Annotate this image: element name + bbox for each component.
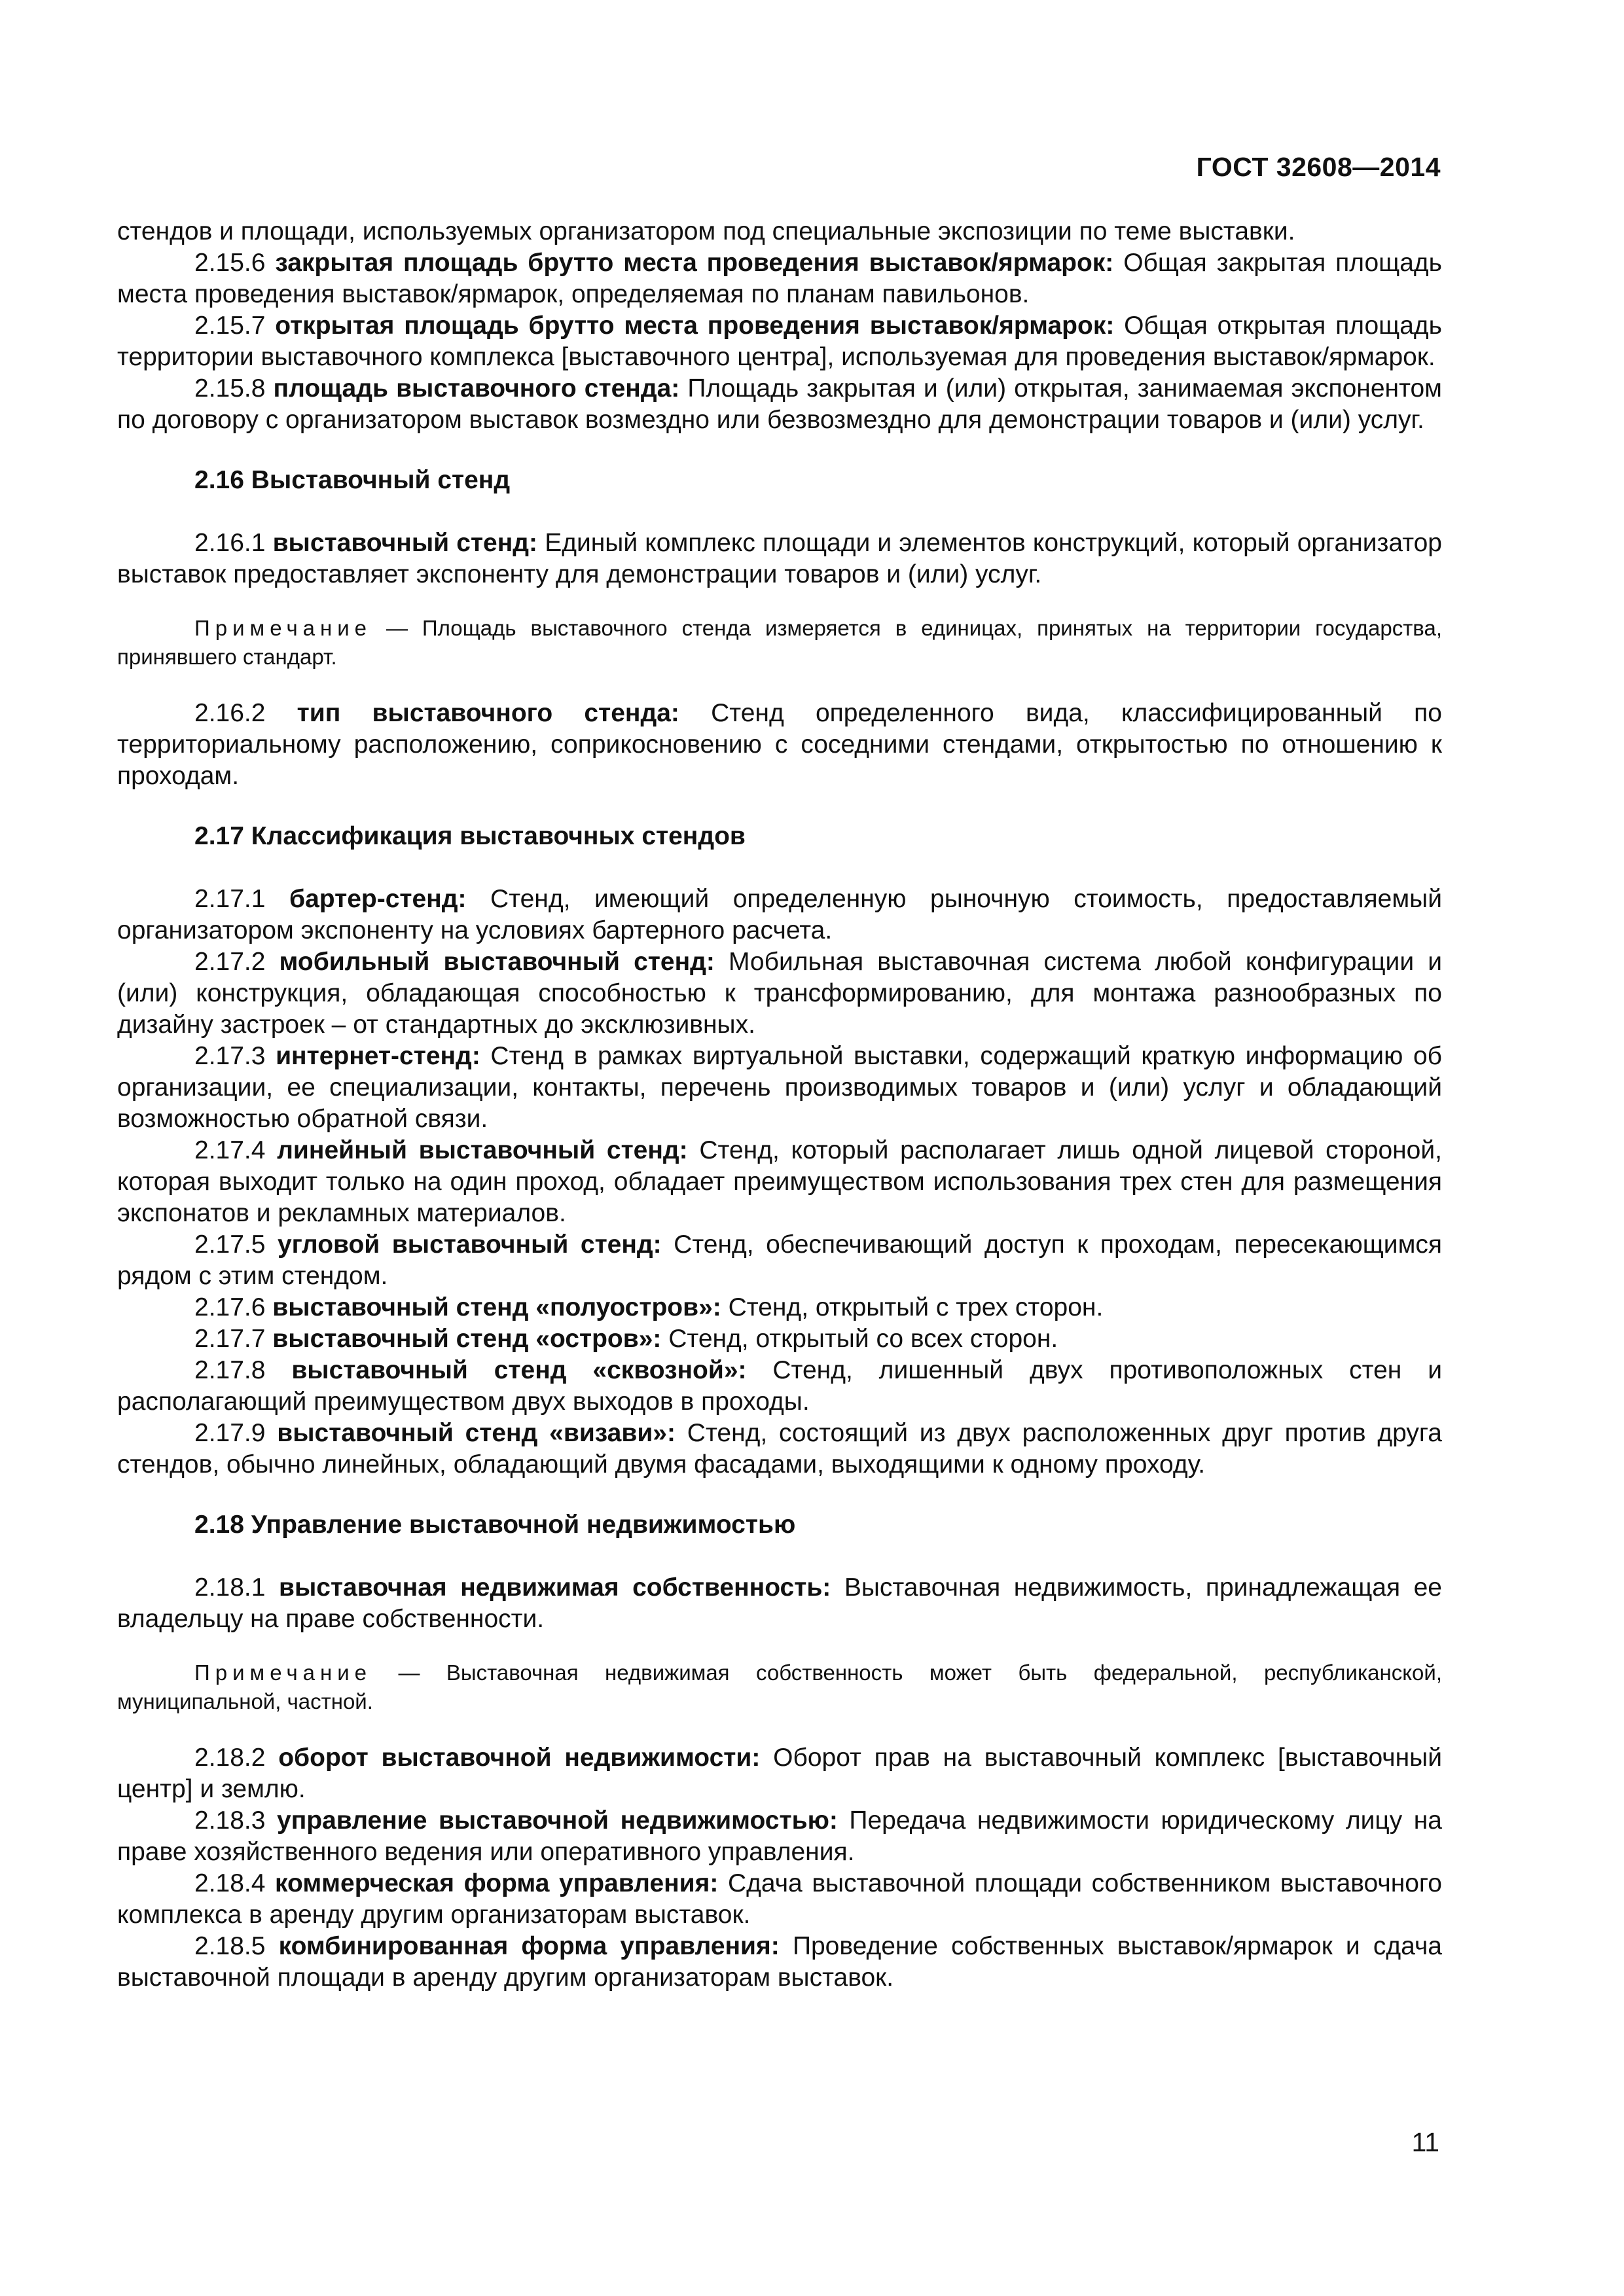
clause-number: 2.16.1 <box>194 529 273 557</box>
clause-number: 2.18.3 <box>194 1806 277 1835</box>
clause-term: оборот выставочной недвижимости: <box>278 1744 761 1772</box>
clause-definition: Площадь закрытая и (или) открытая, занимаемая экспонентом по договору с организатором выставок возмездно или безвозмездно для демонстрации товаров и (или) услуг. <box>117 374 1442 434</box>
clause-2-17-1 <box>117 884 1442 946</box>
clause-number: 2.17.8 <box>194 1356 292 1384</box>
clause-2-16-2 <box>117 698 1442 792</box>
clause-number: 2.17.4 <box>194 1136 278 1164</box>
clause-2-18-1 <box>117 1572 1442 1635</box>
clause-term: коммерческая форма управления: <box>275 1869 719 1897</box>
clause-number: 2.18.5 <box>194 1932 279 1960</box>
clause-number: 2.18.4 <box>194 1869 276 1897</box>
clause-2-17-3 <box>117 1041 1442 1135</box>
clause-definition: Стенд, состоящий из двух расположенных друг против друга стендов, обычно линейных, обладающий двумя фасадами, выходящими к одному проходу. <box>117 1419 1442 1479</box>
clause-2-15-6 <box>117 247 1442 310</box>
clause-term: тип выставочного стенда: <box>297 699 679 727</box>
clause-definition: Стенд в рамках виртуальной выставки, содержащий краткую информацию об организации, ее специализации, контакты, перечень производимых товаров и (или) услуг и обладающий возможностью обратной связи. <box>117 1042 1442 1133</box>
clause-definition: Стенд, лишенный двух противоположных стен и располагающий преимуществом двух выходов в проходы. <box>117 1356 1442 1416</box>
clause-number: 2.15.6 <box>194 249 276 277</box>
clause-definition: Общая открытая площадь территории выставочного комплекса [выставочного центра], используемая для проведения выставок/ярмарок. <box>117 312 1442 371</box>
clause-term: управление выставочной недвижимостью: <box>277 1806 838 1835</box>
clause-term: интернет-стенд: <box>276 1042 480 1070</box>
clause-definition: Проведение собственных выставок/ярмарок и сдача выставочной площади в аренду другим организаторам выставок. <box>117 1932 1442 1992</box>
clause-definition: Общая закрытая площадь места проведения выставок/ярмарок, определяемая по планам павильонов. <box>117 249 1442 308</box>
section-heading-2-18: 2.18 Управление выставочной недвижимостью <box>194 1511 796 1539</box>
section-heading-2-17: 2.17 Классификация выставочных стендов <box>194 822 746 850</box>
clause-definition: Выставочная недвижимость, принадлежащая ее владельцу на праве собственности. <box>117 1573 1442 1633</box>
clause-term: бартер-стенд: <box>289 885 467 913</box>
clause-2-18-2 <box>117 1742 1442 1805</box>
clause-definition: Единый комплекс площади и элементов конструкций, который организатор выставок предоставляет экспоненту для демонстрации товаров и (или) услуг. <box>117 529 1442 588</box>
clause-2-17-8 <box>117 1355 1442 1418</box>
clause-number: 2.18.2 <box>194 1744 279 1772</box>
clause-2-15-8 <box>117 373 1442 436</box>
clause-number: 2.17.5 <box>194 1230 278 1259</box>
clause-term: выставочный стенд «остров»: <box>272 1325 662 1353</box>
clause-2-15-7 <box>117 310 1442 373</box>
clause-number: 2.17.9 <box>194 1419 278 1447</box>
clause-2-17-4 <box>117 1135 1442 1229</box>
clause-2-18-5 <box>117 1931 1442 1994</box>
clause-definition: Стенд, открытый с трех сторон. <box>721 1293 1104 1321</box>
clause-term: выставочная недвижимая собственность: <box>278 1573 831 1602</box>
clause-number: 2.17.1 <box>194 885 289 913</box>
clause-term: площадь выставочного стенда: <box>273 374 680 403</box>
clause-number: 2.17.3 <box>194 1042 276 1070</box>
clause-term: открытая площадь брутто места проведения выставок/ярмарок: <box>275 312 1115 340</box>
clause-2-17-5 <box>117 1229 1442 1292</box>
clause-number: 2.17.7 <box>194 1325 273 1353</box>
clause-2-18-3 <box>117 1805 1442 1868</box>
clause-definition: Стенд, имеющий определенную рыночную стоимость, предоставляемый организатором экспоненту на условиях бартерного расчета. <box>117 885 1442 944</box>
clause-term: закрытая площадь брутто места проведения выставок/ярмарок: <box>275 249 1114 277</box>
clause-term: выставочный стенд «сквозной»: <box>291 1356 747 1384</box>
clause-2-18-4 <box>117 1868 1442 1931</box>
clause-number: 2.16.2 <box>194 699 297 727</box>
section-heading-2-16: 2.16 Выставочный стенд <box>194 466 511 494</box>
clause-definition: Стенд определенного вида, классифицированный по территориальному расположению, соприкосновению с соседними стендами, открытостью по отношению к проходам. <box>117 699 1442 790</box>
clause-term: комбинированная форма управления: <box>278 1932 780 1960</box>
note-text: — Площадь выставочного стенда измеряется в единицах, принятых на территории государства, принявшего стандарт. <box>117 616 1442 669</box>
clause-number: 2.17.2 <box>194 948 280 976</box>
document-header: ГОСТ 32608—2014 <box>1196 152 1441 182</box>
page-number: 11 <box>1411 2127 1439 2157</box>
note-label: Примечание <box>194 616 372 640</box>
clause-number: 2.17.6 <box>194 1293 273 1321</box>
continuation-paragraph: стендов и площади, используемых организатором под специальные экспозиции по теме выставки. <box>117 217 1295 245</box>
clause-definition: Мобильная выставочная система любой конфигурации и (или) конструкция, обладающая способностью к трансформированию, для монтажа разнообразных по дизайну застроек – от стандартных до эксклюзивных. <box>117 948 1442 1039</box>
clause-2-17-6 <box>117 1292 1442 1323</box>
clause-definition: Оборот прав на выставочный комплекс [выставочный центр] и землю. <box>117 1744 1442 1803</box>
clause-2-16-1 <box>117 528 1442 590</box>
clause-term: выставочный стенд «полуостров»: <box>272 1293 721 1321</box>
note-label: Примечание <box>194 1660 372 1685</box>
clause-term: выставочный стенд: <box>272 529 538 557</box>
document-body <box>117 216 1442 1994</box>
note-2-18 <box>117 1659 1442 1716</box>
note-text: — Выставочная недвижимая собственность может быть федеральной, республиканской, муниципальной, частной. <box>117 1660 1442 1713</box>
clause-number: 2.18.1 <box>194 1573 279 1602</box>
clause-2-17-9 <box>117 1418 1442 1480</box>
clause-number: 2.15.8 <box>194 374 274 403</box>
clause-2-17-2 <box>117 946 1442 1041</box>
clause-term: мобильный выставочный стенд: <box>279 948 715 976</box>
clause-definition: Стенд, который располагает лишь одной лицевой стороной, которая выходит только на один проход, обладает преимуществом использования трех стен для размещения экспонатов и рекламных материалов. <box>117 1136 1442 1227</box>
clause-definition: Стенд, открытый со всех сторон. <box>661 1325 1058 1353</box>
clause-term: линейный выставочный стенд: <box>277 1136 688 1164</box>
clause-definition: Передача недвижимости юридическому лицу на праве хозяйственного ведения или оперативного управления. <box>117 1806 1442 1866</box>
note-2-16 <box>117 614 1442 672</box>
clause-2-17-7 <box>117 1323 1442 1355</box>
clause-definition: Сдача выставочной площади собственником выставочного комплекса в аренду другим организаторам выставок. <box>117 1869 1442 1929</box>
clause-term: выставочный стенд «визави»: <box>277 1419 676 1447</box>
clause-definition: Стенд, обеспечивающий доступ к проходам, пересекающимся рядом с этим стендом. <box>117 1230 1442 1290</box>
clause-number: 2.15.7 <box>194 312 276 340</box>
clause-term: угловой выставочный стенд: <box>277 1230 662 1259</box>
